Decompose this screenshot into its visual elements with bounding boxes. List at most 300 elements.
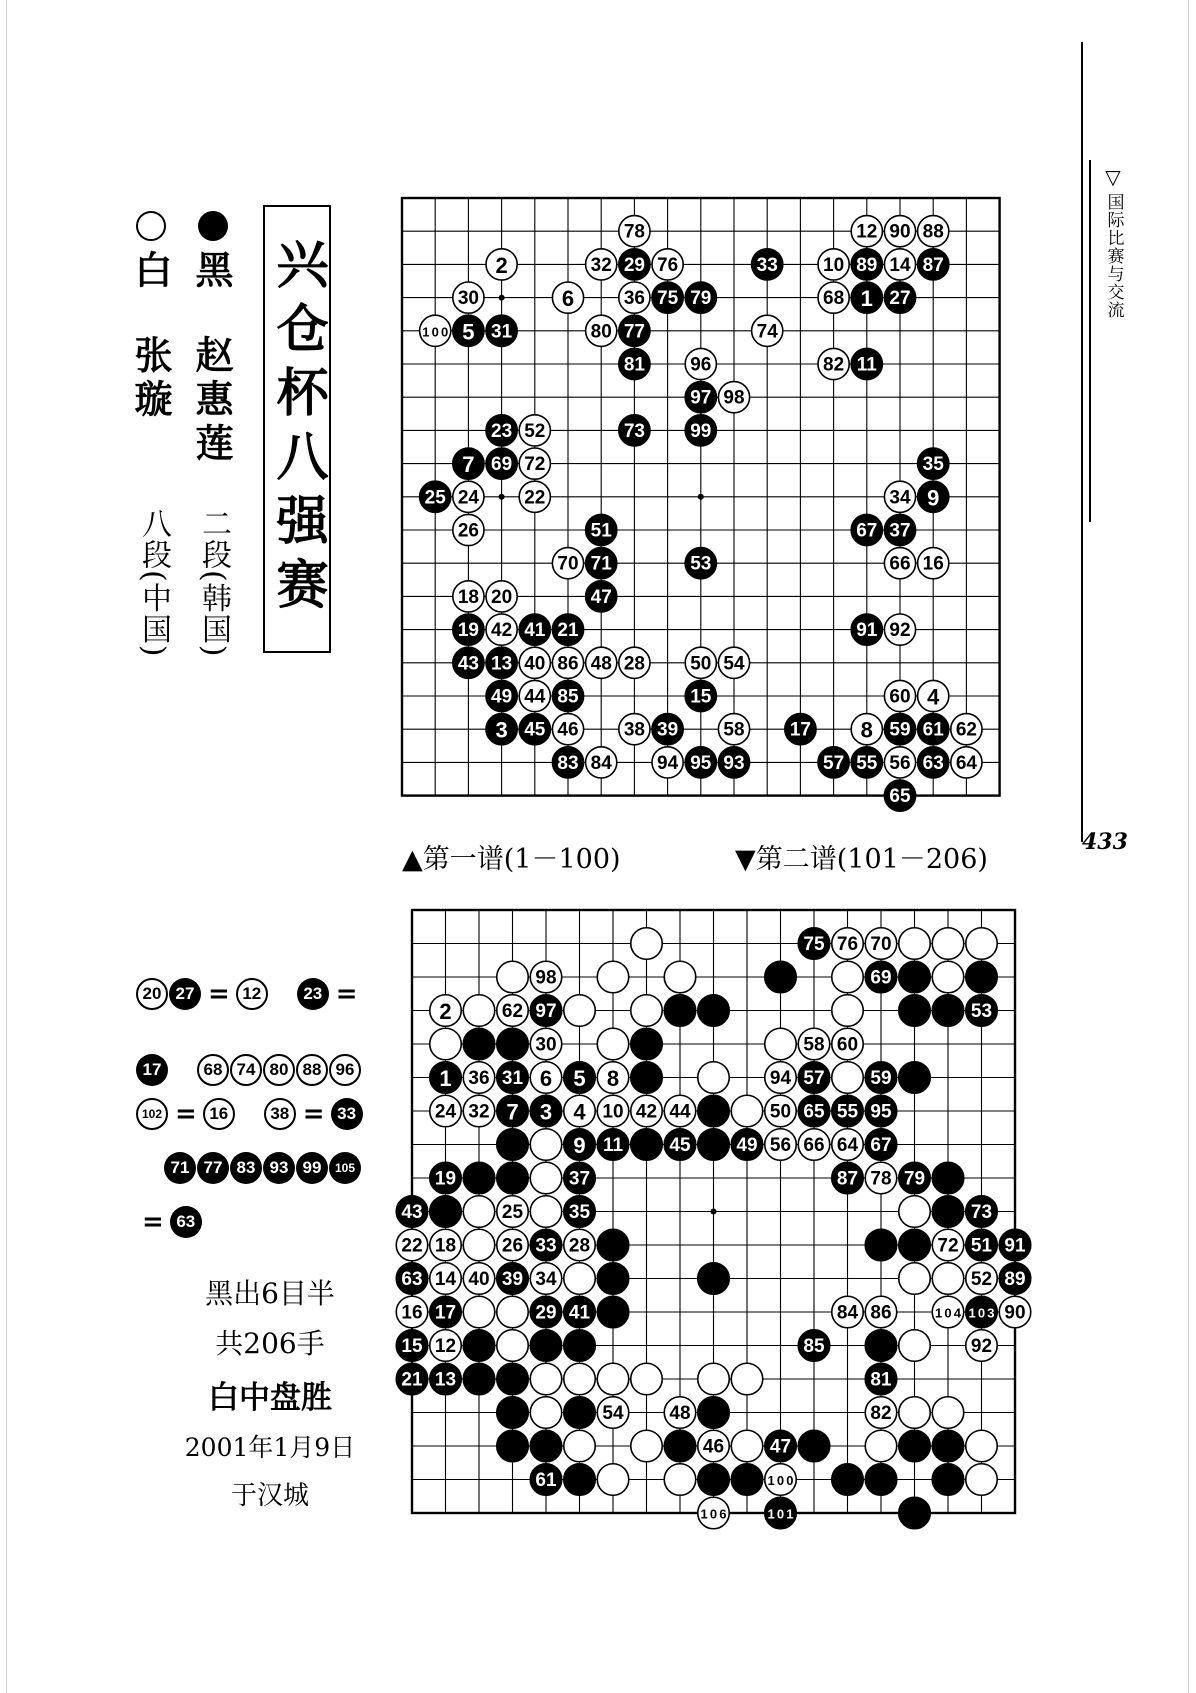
black-stone xyxy=(851,282,882,313)
black-stone xyxy=(765,961,796,992)
black-stone xyxy=(865,1095,896,1126)
move-number: 23 xyxy=(491,420,513,442)
move-number: 77 xyxy=(623,321,645,343)
black-stone xyxy=(652,282,683,313)
black-stone xyxy=(999,1229,1030,1260)
move-number: 92 xyxy=(889,620,911,642)
black-move-stone: 27 xyxy=(169,978,201,1010)
white-stone xyxy=(832,961,863,992)
move-number: 81 xyxy=(623,354,645,376)
move-number: 33 xyxy=(756,254,778,276)
white-stone xyxy=(884,680,915,711)
black-stone xyxy=(865,1363,896,1394)
black-stone xyxy=(884,780,915,811)
black-stone xyxy=(486,647,517,678)
equals-sign: = xyxy=(175,1099,197,1129)
white-stone xyxy=(430,1330,461,1361)
move-number: 7 xyxy=(462,452,475,478)
black-stone xyxy=(698,1397,729,1428)
black-stone xyxy=(486,415,517,446)
black-stone xyxy=(530,1229,561,1260)
move-number: 41 xyxy=(568,1302,591,1324)
page-number: 433 xyxy=(1082,829,1128,855)
triangle-down-icon: ▽ xyxy=(1105,165,1121,189)
move-number: 101 xyxy=(767,1506,794,1522)
move-number: 82 xyxy=(870,1403,892,1424)
black-stone xyxy=(597,1229,628,1260)
white-stone xyxy=(865,1430,896,1461)
section-tab xyxy=(1103,165,1124,324)
white-stone xyxy=(619,647,650,678)
black-stone xyxy=(631,1129,662,1160)
black-stone xyxy=(420,481,451,512)
white-stone xyxy=(932,1296,963,1327)
move-number: 16 xyxy=(922,553,944,575)
black-stone xyxy=(865,1229,896,1260)
white-stone xyxy=(951,714,982,745)
move-number: 88 xyxy=(922,221,944,243)
black-stone xyxy=(552,614,583,645)
move-number: 17 xyxy=(434,1302,457,1324)
equivalence-line xyxy=(136,1054,362,1086)
white-stone xyxy=(564,1430,595,1461)
white-stone xyxy=(884,614,915,645)
white-stone xyxy=(718,714,749,745)
white-stone xyxy=(586,249,617,280)
black-color-label: 黑 xyxy=(189,250,234,294)
black-stone xyxy=(564,1062,595,1093)
move-number: 56 xyxy=(769,1135,792,1156)
black-stone xyxy=(597,1296,628,1327)
move-number: 40 xyxy=(524,653,546,675)
black-stone xyxy=(396,1263,427,1294)
black-stone xyxy=(497,1028,528,1059)
move-number: 17 xyxy=(789,719,811,741)
figure-2-caption: ▼第二谱(101－206) xyxy=(735,844,988,875)
white-stone xyxy=(884,747,915,778)
white-stone xyxy=(698,1062,729,1093)
black-stone xyxy=(453,448,484,479)
white-stone xyxy=(765,1028,796,1059)
black-stone xyxy=(798,1430,829,1461)
black-stone xyxy=(865,1062,896,1093)
white-stone xyxy=(530,1162,561,1193)
move-number: 12 xyxy=(856,221,878,243)
black-stone xyxy=(685,382,716,413)
white-stone xyxy=(619,216,650,247)
white-stone xyxy=(552,282,583,313)
black-stone xyxy=(884,714,915,745)
move-number: 72 xyxy=(937,1235,959,1257)
move-number: 39 xyxy=(657,719,679,741)
white-stone xyxy=(430,1263,461,1294)
white-stone xyxy=(652,747,683,778)
move-number: 9 xyxy=(573,1133,586,1158)
move-number: 24 xyxy=(457,487,479,509)
move-number: 26 xyxy=(457,520,479,542)
go-board-figure-1 xyxy=(380,180,1060,832)
move-number: 78 xyxy=(623,221,645,243)
black-stone xyxy=(619,415,650,446)
move-number: 28 xyxy=(623,653,645,675)
star-point xyxy=(711,1209,717,1215)
white-stone xyxy=(519,481,550,512)
move-number: 14 xyxy=(434,1269,457,1290)
move-number: 74 xyxy=(756,321,778,343)
move-number: 22 xyxy=(401,1235,423,1257)
white-color-label: 白 xyxy=(128,250,173,294)
move-number: 42 xyxy=(635,1101,658,1123)
black-stone xyxy=(564,1162,595,1193)
white-stone xyxy=(486,249,517,280)
white-stone xyxy=(519,647,550,678)
black-stone-icon xyxy=(198,211,228,241)
move-number: 61 xyxy=(922,719,944,741)
page-title: 兴仓杯八强赛 xyxy=(267,237,327,621)
black-stone xyxy=(851,514,882,545)
move-number: 90 xyxy=(889,221,911,243)
move-number: 31 xyxy=(501,1068,524,1089)
white-stone xyxy=(884,249,915,280)
white-stone xyxy=(664,1095,695,1126)
move-number: 26 xyxy=(501,1235,524,1257)
black-stone xyxy=(453,647,484,678)
white-stone xyxy=(865,928,896,959)
white-stone xyxy=(932,1229,963,1260)
black-stone xyxy=(918,481,949,512)
white-stone xyxy=(530,1363,561,1394)
black-stone xyxy=(698,1129,729,1160)
white-stone xyxy=(899,1330,930,1361)
black-stone xyxy=(798,928,829,959)
move-number: 4 xyxy=(573,1099,586,1125)
move-number: 97 xyxy=(535,1001,557,1022)
black-stone xyxy=(664,1430,695,1461)
black-stone xyxy=(932,1162,963,1193)
black-stone xyxy=(497,1263,528,1294)
black-move-stone: 83 xyxy=(230,1152,262,1184)
move-number: 46 xyxy=(702,1436,725,1458)
white-stone xyxy=(899,1397,930,1428)
move-number: 83 xyxy=(557,752,579,774)
white-stone xyxy=(932,1263,963,1294)
move-number: 52 xyxy=(524,420,546,442)
move-number: 3 xyxy=(495,717,508,743)
black-move-stone: 105 xyxy=(329,1152,361,1184)
black-stone xyxy=(685,282,716,313)
move-number: 43 xyxy=(457,653,479,675)
white-stone xyxy=(497,1330,528,1361)
white-stone xyxy=(597,1397,628,1428)
move-number: 58 xyxy=(723,719,745,741)
move-number: 9 xyxy=(927,485,940,511)
white-stone xyxy=(497,961,528,992)
white-stone xyxy=(664,1464,695,1495)
black-stone xyxy=(798,1095,829,1126)
black-stone xyxy=(932,995,963,1026)
move-number: 49 xyxy=(491,686,513,708)
white-stone xyxy=(951,747,982,778)
move-number: 82 xyxy=(823,354,845,376)
black-move-stone: 63 xyxy=(170,1206,202,1238)
move-number: 32 xyxy=(590,254,612,276)
white-stone xyxy=(486,581,517,612)
move-number: 37 xyxy=(568,1168,591,1190)
white-stone xyxy=(530,1129,561,1160)
black-stone xyxy=(564,1397,595,1428)
equivalence-line xyxy=(136,978,364,1010)
black-move-stone: 33 xyxy=(331,1098,363,1130)
equivalence-line xyxy=(136,1206,203,1238)
move-number: 96 xyxy=(690,354,712,376)
section-tab-label: 国际比赛与交流 xyxy=(1103,193,1124,319)
black-stone xyxy=(752,249,783,280)
move-number: 63 xyxy=(401,1269,423,1290)
move-number: 62 xyxy=(955,719,977,741)
black-stone xyxy=(899,1497,930,1528)
result-margin: 黑出6目半 xyxy=(205,1277,335,1310)
move-number: 72 xyxy=(524,454,546,476)
white-stone xyxy=(918,680,949,711)
white-stone xyxy=(597,1464,628,1495)
move-number: 12 xyxy=(434,1336,457,1357)
black-player-rank: 二段(韩国) xyxy=(196,508,231,658)
white-stone xyxy=(552,714,583,745)
white-stone xyxy=(631,995,662,1026)
move-number: 19 xyxy=(457,620,479,642)
move-number: 5 xyxy=(573,1066,586,1091)
move-number: 90 xyxy=(1004,1302,1026,1324)
white-stone xyxy=(832,1062,863,1093)
black-move-stone: 71 xyxy=(164,1152,196,1184)
move-number: 87 xyxy=(922,254,944,276)
white-stone xyxy=(586,747,617,778)
white-stone xyxy=(631,1363,662,1394)
white-stone xyxy=(453,481,484,512)
move-number: 62 xyxy=(501,1001,524,1022)
move-number: 39 xyxy=(501,1269,524,1290)
move-number: 95 xyxy=(870,1101,892,1123)
black-move-stone: 77 xyxy=(197,1152,229,1184)
move-number: 43 xyxy=(401,1202,423,1223)
move-number: 11 xyxy=(602,1135,624,1156)
move-number: 68 xyxy=(823,288,845,310)
move-number: 60 xyxy=(836,1034,859,1056)
black-stone xyxy=(430,1296,461,1327)
move-number: 66 xyxy=(803,1135,825,1156)
move-number: 51 xyxy=(970,1235,993,1257)
white-stone xyxy=(519,680,550,711)
black-stone xyxy=(497,1129,528,1160)
white-stone xyxy=(765,1464,796,1495)
white-stone xyxy=(486,614,517,645)
black-stone xyxy=(698,995,729,1026)
black-stone xyxy=(865,1129,896,1160)
move-number: 47 xyxy=(769,1436,792,1458)
equals-sign: = xyxy=(142,1207,164,1237)
move-number: 44 xyxy=(669,1101,691,1123)
move-number: 25 xyxy=(501,1202,524,1223)
move-number: 21 xyxy=(557,620,579,642)
white-stone xyxy=(818,249,849,280)
move-number: 6 xyxy=(539,1066,553,1091)
black-stone xyxy=(430,1196,461,1227)
black-stone xyxy=(497,1095,528,1126)
black-stone xyxy=(932,1196,963,1227)
black-player-name: 赵惠莲 xyxy=(189,335,234,467)
black-stone xyxy=(685,747,716,778)
black-move-stone: 99 xyxy=(296,1152,328,1184)
white-stone xyxy=(453,581,484,612)
black-stone xyxy=(430,1363,461,1394)
white-stone xyxy=(918,548,949,579)
white-stone xyxy=(463,1263,494,1294)
black-stone xyxy=(631,1062,662,1093)
move-number: 55 xyxy=(836,1101,859,1123)
move-number: 54 xyxy=(602,1403,624,1424)
black-stone xyxy=(552,747,583,778)
move-number: 75 xyxy=(657,288,679,310)
move-number: 44 xyxy=(524,686,546,708)
move-number: 29 xyxy=(623,254,645,276)
black-stone xyxy=(497,1397,528,1428)
black-stone xyxy=(731,1129,762,1160)
move-number: 87 xyxy=(836,1168,859,1190)
move-number: 67 xyxy=(856,520,878,542)
white-stone xyxy=(619,282,650,313)
move-number: 53 xyxy=(690,553,712,575)
black-stone xyxy=(851,348,882,379)
move-number: 40 xyxy=(468,1269,490,1290)
black-stone xyxy=(851,747,882,778)
black-stone xyxy=(463,1330,494,1361)
white-stone xyxy=(564,995,595,1026)
page-edge-left xyxy=(6,0,7,1693)
move-number: 86 xyxy=(557,653,579,675)
move-number: 91 xyxy=(856,620,878,642)
side-tab-rule xyxy=(1089,160,1091,522)
white-move-stone: 38 xyxy=(264,1098,296,1130)
move-number: 91 xyxy=(1004,1235,1026,1257)
white-stone xyxy=(497,995,528,1026)
black-stone xyxy=(463,1162,494,1193)
black-stone xyxy=(519,614,550,645)
move-number: 84 xyxy=(836,1302,859,1324)
white-stone xyxy=(430,1095,461,1126)
white-stone xyxy=(396,1296,427,1327)
move-number: 1 xyxy=(439,1066,452,1091)
move-number: 42 xyxy=(491,620,513,642)
black-stone xyxy=(785,714,816,745)
move-number: 57 xyxy=(803,1068,825,1089)
white-stone-icon xyxy=(136,211,166,241)
black-stone xyxy=(865,1330,896,1361)
move-number: 14 xyxy=(889,254,911,276)
black-stone xyxy=(530,1296,561,1327)
move-number: 37 xyxy=(889,520,911,542)
white-stone xyxy=(631,1095,662,1126)
white-move-stone: 80 xyxy=(263,1054,295,1086)
white-stone xyxy=(597,1095,628,1126)
white-stone xyxy=(530,1263,561,1294)
black-stone xyxy=(698,1464,729,1495)
black-stone xyxy=(685,548,716,579)
black-stone xyxy=(652,714,683,745)
move-number: 65 xyxy=(889,786,911,808)
star-point xyxy=(499,295,505,301)
white-stone xyxy=(884,481,915,512)
black-stone xyxy=(530,1330,561,1361)
white-stone xyxy=(899,928,930,959)
white-stone xyxy=(718,647,749,678)
white-stone xyxy=(453,282,484,313)
move-number: 79 xyxy=(903,1168,926,1190)
white-stone xyxy=(765,1129,796,1160)
white-stone xyxy=(851,216,882,247)
white-stone xyxy=(631,1430,662,1461)
move-number: 81 xyxy=(870,1369,892,1391)
move-number: 94 xyxy=(657,752,679,774)
black-stone xyxy=(430,1062,461,1093)
equivalence-line xyxy=(136,1152,362,1184)
white-stone xyxy=(832,928,863,959)
white-stone xyxy=(463,1296,494,1327)
white-stone xyxy=(430,1028,461,1059)
move-number: 46 xyxy=(557,719,579,741)
white-stone xyxy=(966,928,997,959)
white-player-rank: 八段(中国) xyxy=(136,508,171,658)
black-stone xyxy=(396,1330,427,1361)
move-number: 65 xyxy=(803,1101,825,1123)
black-stone xyxy=(396,1196,427,1227)
move-number: 78 xyxy=(870,1168,892,1190)
white-stone xyxy=(552,548,583,579)
black-stone xyxy=(564,1129,595,1160)
move-number: 64 xyxy=(955,752,977,774)
white-stone xyxy=(832,1296,863,1327)
star-point xyxy=(499,494,505,500)
black-stone xyxy=(899,1162,930,1193)
move-number: 5 xyxy=(462,319,475,345)
white-stone xyxy=(497,1296,528,1327)
white-stone xyxy=(430,995,461,1026)
move-number: 53 xyxy=(970,1001,993,1022)
move-number: 10 xyxy=(602,1101,624,1123)
move-number: 2 xyxy=(495,252,508,278)
move-number: 70 xyxy=(557,553,579,575)
black-stone xyxy=(497,1430,528,1461)
white-stone xyxy=(932,928,963,959)
title-box xyxy=(263,205,331,653)
black-stone xyxy=(597,1263,628,1294)
black-stone xyxy=(486,448,517,479)
move-number: 106 xyxy=(700,1506,727,1522)
move-number: 100 xyxy=(767,1473,794,1488)
black-stone xyxy=(966,1229,997,1260)
move-number: 32 xyxy=(468,1101,490,1123)
move-number: 24 xyxy=(434,1101,457,1123)
move-number: 89 xyxy=(856,254,878,276)
white-stone xyxy=(765,1062,796,1093)
move-number: 28 xyxy=(568,1235,591,1257)
move-number: 73 xyxy=(970,1202,993,1223)
star-point xyxy=(698,494,704,500)
move-number: 69 xyxy=(870,967,892,989)
white-stone xyxy=(966,1263,997,1294)
move-number: 38 xyxy=(623,719,645,741)
black-stone xyxy=(966,1196,997,1227)
white-stone xyxy=(932,1397,963,1428)
